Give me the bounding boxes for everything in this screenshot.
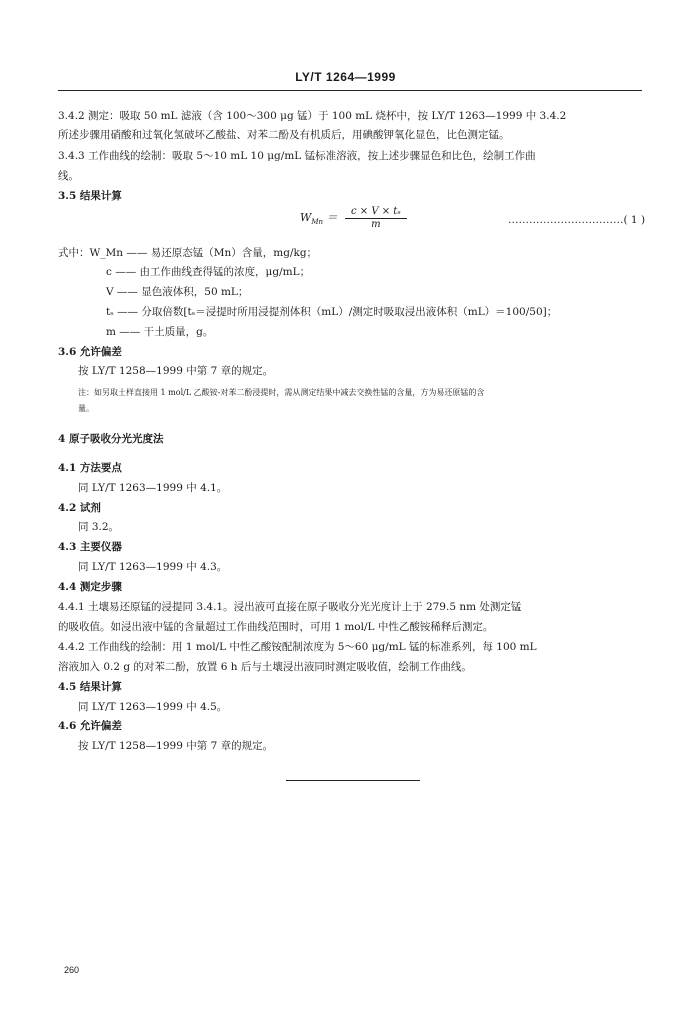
text-line-l442a: 4.4.2 工作曲线的绘制：用 1 mol/L 中性乙酸铵配制浓度为 5～60 μg/mL 锰的标准系列，每 100 mL <box>58 641 537 653</box>
formula-denominator: m <box>371 219 381 230</box>
text-line-l4: 4 原子吸收分光光度法 <box>58 433 164 445</box>
formula-number <box>508 214 645 226</box>
text-line-l441b: 的吸收值。如浸出液中锰的含量超过工作曲线范围时，可用 1 mol/L 中性乙酸铵稀释后测定。 <box>58 621 494 633</box>
text-line-l35: 3.5 结果计算 <box>58 190 122 202</box>
text-line-l44: 4.4 测定步骤 <box>58 581 122 593</box>
formula <box>300 206 407 230</box>
text-line-l36: 3.6 允许偏差 <box>58 346 122 358</box>
text-line-lnote2: 量。 <box>78 404 94 413</box>
text-line-lwhere3: V —— 显色液体积，50 mL； <box>106 286 249 298</box>
formula-equals: ＝ <box>326 211 338 224</box>
text-line-l43: 4.3 主要仪器 <box>58 541 122 553</box>
text-line-l342a: 3.4.2 测定：吸取 50 mL 滤液（含 100～300 μg 锰）于 100 mL 烧杯中，按 LY/T 1263—1999 中 3.4.2 <box>58 110 567 122</box>
text-line-l442b: 溶液加入 0.2 g 的对苯二酚，放置 6 h 后与土壤浸出液同时测定吸收值，绘制工作曲线。 <box>58 661 472 673</box>
formula-number-label: ( 1 ) <box>623 214 646 226</box>
text-line-l45b: 同 LY/T 1263—1999 中 4.5。 <box>78 701 228 713</box>
text-line-l45: 4.5 结果计算 <box>58 681 122 693</box>
text-line-l42: 4.2 试剂 <box>58 502 101 514</box>
text-line-lnote1: 注：如另取土样直接用 1 mol/L 乙酸铵-对苯二酚浸提时，需从测定结果中减去交换性锰的含量，方为易还原锰的含 <box>78 388 485 397</box>
running-header: LY/T 1264—1999 <box>295 70 396 84</box>
end-rule <box>286 780 420 781</box>
header-rule <box>58 90 642 91</box>
text-line-l42b: 同 3.2。 <box>78 521 120 533</box>
text-line-lwhere5: m —— 干土质量，g。 <box>106 326 214 338</box>
formula-leader-dots: …………………………… <box>508 214 624 226</box>
text-line-l343a: 3.4.3 工作曲线的绘制：吸取 5～10 mL 10 μg/mL 锰标准溶液，按上述步骤显色和比色，绘制工作曲 <box>58 150 536 162</box>
text-line-lwhere4: tₛ —— 分取倍数[tₛ＝浸提时所用浸提剂体积（mL）/测定时吸取浸出液体积（mL）＝100/50]； <box>106 306 558 318</box>
text-line-l43b: 同 LY/T 1263—1999 中 4.3。 <box>78 561 228 573</box>
formula-lhs: W <box>300 211 312 224</box>
page-number: 260 <box>64 965 80 975</box>
text-line-lwhere1: 式中：W_Mn —— 易还原态锰（Mn）含量，mg/kg； <box>58 247 318 259</box>
text-line-l342b: 所述步骤用硝酸和过氧化氢破坏乙酸盐、对苯二酚及有机质后，用碘酸钾氧化显色，比色测定锰。 <box>58 129 510 141</box>
text-line-l441a: 4.4.1 土壤易还原锰的浸提同 3.4.1。浸出液可直接在原子吸收分光光度计上于 279.5 nm 处测定锰 <box>58 601 522 613</box>
formula-numerator: c × V × tₛ <box>345 206 407 219</box>
text-line-lwhere2: c —— 由工作曲线查得锰的浓度，μg/mL； <box>106 266 311 278</box>
text-line-l36b: 按 LY/T 1258—1999 中第 7 章的规定。 <box>78 365 274 377</box>
text-line-l46: 4.6 允许偏差 <box>58 720 122 732</box>
text-line-l41: 4.1 方法要点 <box>58 462 122 474</box>
formula-fraction <box>345 206 407 230</box>
formula-lhs-subscript: Mn <box>311 218 323 227</box>
text-line-l46b: 按 LY/T 1258—1999 中第 7 章的规定。 <box>78 740 274 752</box>
text-line-l41b: 同 LY/T 1263—1999 中 4.1。 <box>78 482 228 494</box>
text-line-l343b: 线。 <box>58 170 79 182</box>
